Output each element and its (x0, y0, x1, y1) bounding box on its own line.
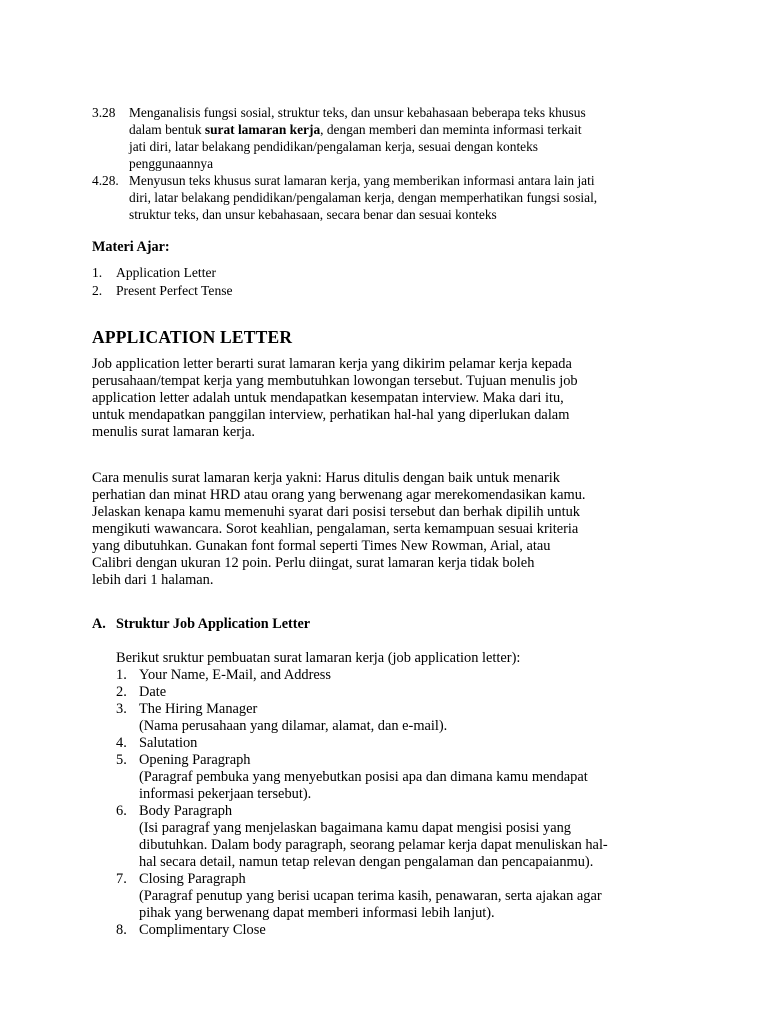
kd-text: , dengan memberi dan meminta informasi terkait (320, 122, 582, 137)
structure-intro: Berikut sruktur pembuatan surat lamaran kerja (job application letter): (116, 650, 521, 666)
list-item (92, 282, 682, 300)
list-item (116, 735, 676, 752)
list-text: hal secara detail, namun tetap relevan dengan pengalaman dan pencapaianmu). (139, 854, 594, 870)
kd-text: Menyusun teks khusus surat lamaran kerja, yang memberikan informasi antara lain jati (129, 173, 595, 188)
kd-item (92, 104, 682, 172)
kd-text-bold: surat lamaran kerja (204, 122, 321, 137)
kd-line (129, 104, 682, 121)
list-text: Your Name, E-Mail, and Address (139, 667, 331, 683)
kd-item (92, 172, 682, 223)
list-item (116, 871, 676, 922)
kd-line (129, 121, 682, 138)
list-item (116, 701, 676, 735)
kd-line (129, 172, 682, 189)
list-item (116, 752, 676, 803)
list-item (116, 922, 676, 939)
page-title: APPLICATION LETTER (92, 327, 293, 347)
paragraph-line: Jelaskan kenapa kamu memenuhi syarat dari posisi tersebut dan berhak dipilih untuk (92, 504, 580, 520)
list-item (116, 803, 676, 871)
kd-line (129, 155, 682, 172)
paragraph-line: lebih dari 1 halaman. (92, 572, 214, 588)
paragraph-line: application letter adalah untuk mendapatkan kesempatan interview. Maka dari itu, (92, 390, 564, 406)
kd-text: diri, latar belakang pendidikan/pengalaman kerja, dengan memperhatikan fungsi sosial, (129, 190, 598, 205)
structure-list (116, 650, 676, 939)
section-number: A. (92, 616, 106, 632)
list-number: 4. (116, 735, 127, 751)
list-text: Closing Paragraph (139, 871, 246, 887)
list-number: 1. (92, 265, 103, 280)
list-text: (Isi paragraf yang menjelaskan bagaimana kamu dapat mengisi posisi yang (139, 820, 571, 836)
kd-line (129, 138, 682, 155)
list-number: 3. (116, 701, 127, 717)
materi-list (92, 264, 682, 300)
kd-text: dalam bentuk (129, 122, 205, 137)
list-text: Opening Paragraph (139, 752, 251, 768)
paragraph-line: untuk mendapatkan panggilan interview, perhatikan hal-hal yang diperlukan dalam (92, 407, 570, 423)
kd-text: penggunaannya (129, 156, 214, 171)
list-item (92, 264, 682, 282)
list-number: 7. (116, 871, 127, 887)
paragraph-line: Cara menulis surat lamaran kerja yakni: Harus ditulis dengan baik untuk menarik (92, 470, 560, 486)
list-text: Salutation (139, 735, 198, 751)
kd-text: Menganalisis fungsi sosial, struktur teks, dan unsur kebahasaan beberapa teks khusus (129, 105, 586, 120)
list-text: Body Paragraph (139, 803, 233, 819)
list-text: pihak yang berwenang dapat memberi informasi lebih lanjut). (139, 905, 495, 921)
kd-number: 4.28. (92, 173, 119, 188)
list-text: Complimentary Close (139, 922, 266, 938)
list-item (116, 667, 676, 684)
list-text: Present Perfect Tense (116, 283, 233, 298)
paragraph-line: yang dibutuhkan. Gunakan font formal seperti Times New Rowman, Arial, atau (92, 538, 551, 554)
list-text: Application Letter (116, 265, 217, 280)
list-text: (Paragraf pembuka yang menyebutkan posisi apa dan dimana kamu mendapat (139, 769, 588, 785)
paragraph-line: perusahaan/tempat kerja yang membutuhkan lowongan tersebut. Tujuan menulis job (92, 373, 578, 389)
kompetensi-dasar-list (92, 104, 682, 223)
list-number: 8. (116, 922, 127, 938)
kd-number: 3.28 (92, 105, 116, 120)
list-text: The Hiring Manager (139, 701, 258, 717)
list-text: (Nama perusahaan yang dilamar, alamat, dan e-mail). (139, 718, 448, 734)
paragraph-line: mengikuti wawancara. Sorot keahlian, pengalaman, serta kemampuan sesuai kriteria (92, 521, 579, 537)
list-number: 1. (116, 667, 127, 683)
paragraph-how-to-write (92, 470, 682, 589)
paragraph-line: perhatian dan minat HRD atau orang yang berwenang agar merekomendasikan kamu. (92, 487, 586, 503)
list-text: Date (139, 684, 167, 700)
list-number: 2. (92, 283, 103, 298)
paragraph-definition (92, 356, 682, 441)
kd-text: jati diri, latar belakang pendidikan/pengalaman kerja, sesuai dengan konteks (129, 139, 539, 154)
paragraph-line: Job application letter berarti surat lamaran kerja yang dikirim pelamar kerja kepada (92, 356, 572, 372)
list-text: informasi pekerjaan tersebut). (139, 786, 312, 802)
list-number: 5. (116, 752, 127, 768)
paragraph-line: menulis surat lamaran kerja. (92, 424, 256, 440)
list-text: dibutuhkan. Dalam body paragraph, seorang pelamar kerja dapat menuliskan hal- (139, 837, 608, 853)
list-number: 6. (116, 803, 127, 819)
materi-heading: Materi Ajar: (92, 239, 170, 255)
kd-text: struktur teks, dan unsur kebahasaan, secara benar dan sesuai konteks (129, 207, 497, 222)
section-a-heading (92, 616, 682, 633)
paragraph-line: Calibri dengan ukuran 12 poin. Perlu diingat, surat lamaran kerja tidak boleh (92, 555, 535, 571)
list-number: 2. (116, 684, 127, 700)
section-title: Struktur Job Application Letter (116, 616, 311, 632)
list-text: (Paragraf penutup yang berisi ucapan terima kasih, penawaran, serta ajakan agar (139, 888, 602, 904)
list-item (116, 684, 676, 701)
kd-line (129, 206, 682, 223)
kd-line (129, 189, 682, 206)
